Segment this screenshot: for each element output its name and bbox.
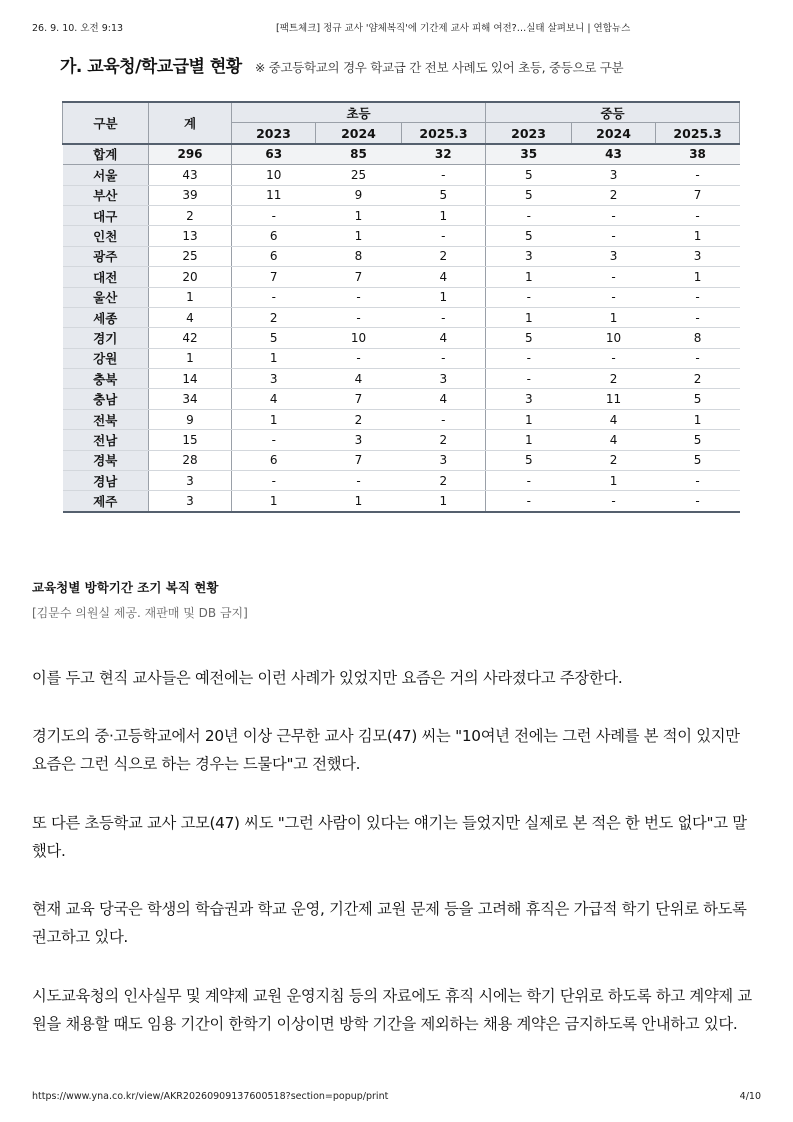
- row-region: 합계: [63, 144, 149, 165]
- print-header: [32, 20, 761, 34]
- row-value: -: [316, 307, 402, 327]
- header-category: 구분: [63, 102, 149, 144]
- row-value: 35: [486, 144, 572, 165]
- table-row: [63, 307, 740, 327]
- row-region: 강원: [63, 348, 149, 368]
- row-total: 2: [149, 205, 232, 225]
- row-total: 3: [149, 491, 232, 512]
- table-row: [63, 369, 740, 389]
- row-value: 1: [402, 287, 486, 307]
- row-value: -: [232, 205, 316, 225]
- table-heading: [60, 52, 750, 78]
- table-row: [63, 205, 740, 225]
- row-value: 5: [232, 328, 316, 348]
- table-row: [63, 185, 740, 205]
- row-value: 1: [316, 205, 402, 225]
- row-value: 10: [572, 328, 656, 348]
- row-value: 1: [232, 491, 316, 512]
- row-value: 1: [572, 471, 656, 491]
- row-value: -: [402, 307, 486, 327]
- row-total: 4: [149, 307, 232, 327]
- row-value: 3: [486, 246, 572, 266]
- row-value: -: [316, 348, 402, 368]
- row-value: 1: [232, 348, 316, 368]
- row-value: 6: [232, 226, 316, 246]
- row-value: 1: [572, 307, 656, 327]
- row-total: 1: [149, 287, 232, 307]
- row-region: 경남: [63, 471, 149, 491]
- row-value: 10: [232, 165, 316, 185]
- header-year: 2025.3: [656, 123, 740, 144]
- row-value: 1: [402, 205, 486, 225]
- row-total: 15: [149, 430, 232, 450]
- row-region: 울산: [63, 287, 149, 307]
- row-value: 4: [402, 389, 486, 409]
- table-row: [63, 328, 740, 348]
- row-value: 7: [656, 185, 740, 205]
- row-region: 전북: [63, 409, 149, 429]
- row-value: 7: [232, 267, 316, 287]
- row-value: -: [572, 226, 656, 246]
- row-total: 1: [149, 348, 232, 368]
- row-total: 9: [149, 409, 232, 429]
- row-value: -: [486, 369, 572, 389]
- row-value: -: [572, 348, 656, 368]
- header-total: 계: [149, 102, 232, 144]
- row-value: 1: [656, 409, 740, 429]
- row-value: 5: [402, 185, 486, 205]
- row-value: 7: [316, 450, 402, 470]
- image-caption: 교육청별 방학기간 조기 복직 현황: [32, 580, 219, 595]
- row-value: 7: [316, 267, 402, 287]
- print-page-title: [팩트체크] 정규 교사 '얌체복직'에 기간제 교사 피해 여전?…실태 살펴보니 | 연합뉴스: [276, 23, 631, 34]
- row-value: 2: [402, 471, 486, 491]
- row-value: 3: [316, 430, 402, 450]
- row-value: 6: [232, 246, 316, 266]
- row-value: -: [232, 471, 316, 491]
- row-value: 32: [402, 144, 486, 165]
- row-total: 28: [149, 450, 232, 470]
- row-region: 충남: [63, 389, 149, 409]
- row-value: 4: [402, 267, 486, 287]
- row-value: 25: [316, 165, 402, 185]
- table-row: [63, 450, 740, 470]
- article-paragraph: 시도교육청의 인사실무 및 계약제 교원 운영지침 등의 자료에도 휴직 시에는 학기 단위로 하도록 하고 계약제 교원을 채용할 때도 임용 기간이 한학기 이상이면 방학 기간을 제외하는 채용 계약은 금지하도록 안내하고 있다.: [32, 987, 752, 1033]
- table-row: [63, 267, 740, 287]
- row-value: 38: [656, 144, 740, 165]
- row-value: 3: [656, 246, 740, 266]
- row-value: 8: [316, 246, 402, 266]
- header-year: 2024: [572, 123, 656, 144]
- table-body: [63, 144, 740, 512]
- row-region: 세종: [63, 307, 149, 327]
- row-value: 4: [232, 389, 316, 409]
- row-value: 5: [656, 389, 740, 409]
- row-value: 3: [572, 246, 656, 266]
- article-paragraph: 또 다른 초등학교 교사 고모(47) 씨도 "그런 사람이 있다는 얘기는 들었지만 실제로 본 적은 한 번도 없다"고 말했다.: [32, 814, 747, 860]
- row-value: 1: [402, 491, 486, 512]
- header-year: 2023: [486, 123, 572, 144]
- row-value: -: [572, 205, 656, 225]
- row-value: 2: [402, 430, 486, 450]
- row-value: 1: [486, 307, 572, 327]
- table-row: [63, 226, 740, 246]
- row-value: 2: [656, 369, 740, 389]
- row-value: 2: [572, 185, 656, 205]
- row-region: 부산: [63, 185, 149, 205]
- row-value: -: [486, 348, 572, 368]
- row-value: -: [572, 491, 656, 512]
- row-value: 43: [572, 144, 656, 165]
- row-value: 1: [486, 430, 572, 450]
- header-year: 2025.3: [402, 123, 486, 144]
- row-total: 34: [149, 389, 232, 409]
- row-region: 전남: [63, 430, 149, 450]
- table-row: [63, 246, 740, 266]
- table-heading-note: ※ 중고등학교의 경우 학교급 간 전보 사례도 있어 초등, 중등으로 구분: [254, 60, 624, 75]
- table-row: [63, 287, 740, 307]
- row-value: 2: [572, 450, 656, 470]
- row-value: 2: [402, 246, 486, 266]
- row-value: 3: [486, 389, 572, 409]
- row-value: -: [486, 205, 572, 225]
- article-paragraph: 현재 교육 당국은 학생의 학습권과 학교 운영, 기간제 교원 문제 등을 고려해 휴직은 가급적 학기 단위로 하도록 권고하고 있다.: [32, 900, 747, 946]
- row-value: -: [572, 287, 656, 307]
- row-region: 서울: [63, 165, 149, 185]
- row-value: 10: [316, 328, 402, 348]
- row-value: 1: [486, 267, 572, 287]
- row-value: 3: [572, 165, 656, 185]
- row-value: -: [656, 348, 740, 368]
- row-total: 14: [149, 369, 232, 389]
- row-value: 2: [232, 307, 316, 327]
- row-value: -: [486, 287, 572, 307]
- image-credit: [김문수 의원실 제공. 재판매 및 DB 금지]: [32, 606, 248, 620]
- row-value: 5: [656, 430, 740, 450]
- row-total: 296: [149, 144, 232, 165]
- table-row: [63, 389, 740, 409]
- row-value: -: [486, 471, 572, 491]
- row-value: -: [402, 409, 486, 429]
- row-value: 11: [572, 389, 656, 409]
- row-total: 39: [149, 185, 232, 205]
- row-value: 1: [656, 267, 740, 287]
- print-date: 26. 9. 10. 오전 9:13: [32, 23, 124, 34]
- article-paragraph: 경기도의 중·고등학교에서 20년 이상 근무한 교사 김모(47) 씨는 "10여년 전에는 그런 사례를 본 적이 있지만 요즘은 그런 식으로 하는 경우는 드물다"고 전했다.: [32, 727, 740, 773]
- row-total: 42: [149, 328, 232, 348]
- row-value: 5: [486, 226, 572, 246]
- early-return-table: [62, 101, 740, 513]
- row-value: 4: [572, 430, 656, 450]
- row-value: 6: [232, 450, 316, 470]
- article-paragraph: 이를 두고 현직 교사들은 예전에는 이런 사례가 있었지만 요즘은 거의 사라졌다고 주장한다.: [32, 669, 623, 687]
- table-row: [63, 348, 740, 368]
- row-total: 43: [149, 165, 232, 185]
- header-elementary: 초등: [232, 102, 486, 123]
- row-total: 3: [149, 471, 232, 491]
- print-url: https://www.yna.co.kr/view/AKR20260909137600518?section=popup/print: [32, 1091, 389, 1102]
- row-value: -: [656, 287, 740, 307]
- row-region: 경북: [63, 450, 149, 470]
- row-region: 제주: [63, 491, 149, 512]
- row-value: -: [316, 287, 402, 307]
- row-value: -: [656, 205, 740, 225]
- row-value: 11: [232, 185, 316, 205]
- table-row: [63, 409, 740, 429]
- row-value: -: [656, 307, 740, 327]
- table-row: [63, 165, 740, 185]
- row-value: 1: [656, 226, 740, 246]
- row-value: 1: [232, 409, 316, 429]
- row-value: 1: [316, 491, 402, 512]
- row-value: -: [572, 267, 656, 287]
- row-region: 대전: [63, 267, 149, 287]
- row-value: 3: [232, 369, 316, 389]
- row-region: 충북: [63, 369, 149, 389]
- row-region: 대구: [63, 205, 149, 225]
- row-value: -: [316, 471, 402, 491]
- row-value: -: [656, 165, 740, 185]
- row-value: 2: [316, 409, 402, 429]
- row-value: 3: [402, 369, 486, 389]
- row-value: 63: [232, 144, 316, 165]
- header-year: 2023: [232, 123, 316, 144]
- row-value: -: [656, 471, 740, 491]
- row-value: 4: [402, 328, 486, 348]
- row-value: -: [232, 287, 316, 307]
- row-value: 7: [316, 389, 402, 409]
- row-total: 25: [149, 246, 232, 266]
- table-heading-title: 가. 교육청/학교급별 현황: [60, 57, 242, 77]
- row-value: 5: [656, 450, 740, 470]
- row-value: 2: [572, 369, 656, 389]
- header-secondary: 중등: [486, 102, 740, 123]
- row-value: 8: [656, 328, 740, 348]
- row-total: 13: [149, 226, 232, 246]
- table-row: [63, 430, 740, 450]
- row-value: 5: [486, 328, 572, 348]
- row-region: 경기: [63, 328, 149, 348]
- page-number: 4/10: [739, 1091, 761, 1102]
- row-value: 85: [316, 144, 402, 165]
- row-value: 5: [486, 185, 572, 205]
- row-value: -: [232, 430, 316, 450]
- row-value: -: [402, 348, 486, 368]
- row-value: 4: [316, 369, 402, 389]
- table-row-sum: [63, 144, 740, 165]
- row-value: 9: [316, 185, 402, 205]
- row-value: -: [402, 165, 486, 185]
- header-year: 2024: [316, 123, 402, 144]
- row-value: 1: [486, 409, 572, 429]
- row-value: -: [486, 491, 572, 512]
- row-value: 5: [486, 165, 572, 185]
- row-value: -: [402, 226, 486, 246]
- row-region: 인천: [63, 226, 149, 246]
- table-row: [63, 471, 740, 491]
- print-footer: [32, 1091, 761, 1105]
- table-row: [63, 491, 740, 512]
- row-value: 1: [316, 226, 402, 246]
- row-value: 4: [572, 409, 656, 429]
- row-total: 20: [149, 267, 232, 287]
- row-value: 5: [486, 450, 572, 470]
- row-value: -: [656, 491, 740, 512]
- row-value: 3: [402, 450, 486, 470]
- row-region: 광주: [63, 246, 149, 266]
